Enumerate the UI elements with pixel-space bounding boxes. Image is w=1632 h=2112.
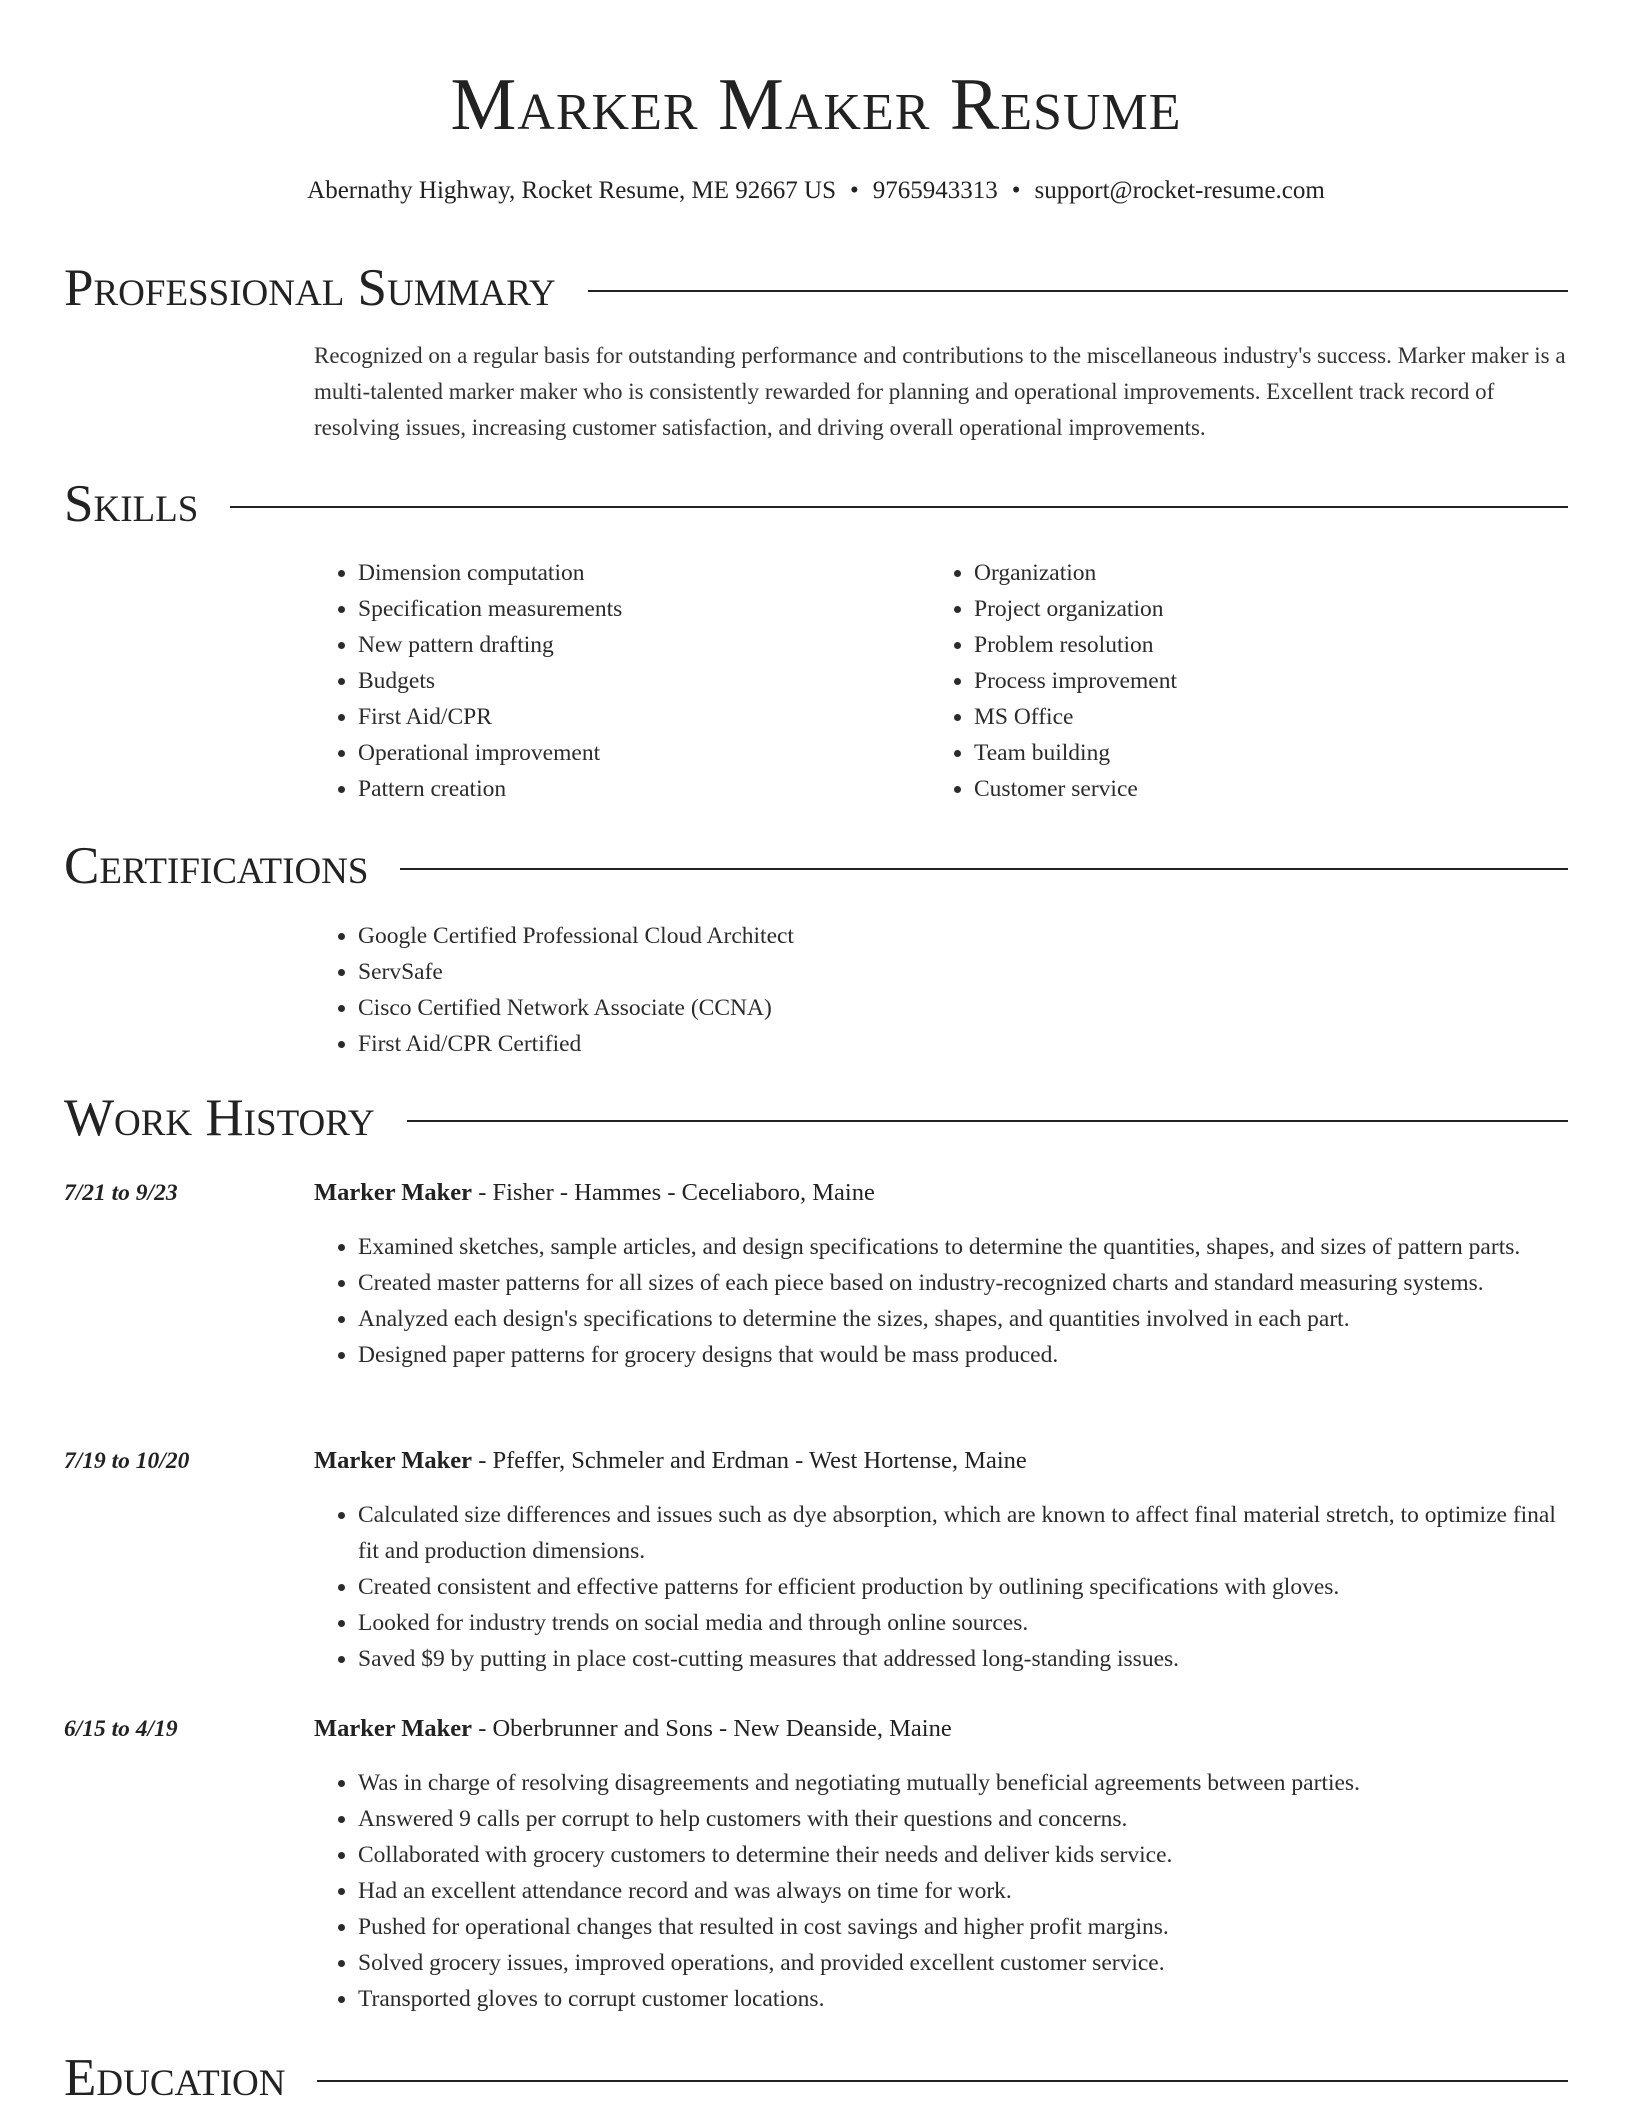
skill-item: • Specification measurements: [358, 591, 914, 627]
job-duty-item: • Had an excellent attendance record and was always on time for work.: [358, 1873, 1568, 1909]
job-heading: [314, 1711, 1564, 1747]
certification-item: • ServSafe: [358, 954, 1514, 990]
skills-column-right: [930, 555, 1530, 807]
skill-item: • Customer service: [974, 771, 1530, 807]
skill-item: • Budgets: [358, 663, 914, 699]
job-dates: 7/21 to 9/23: [64, 1180, 178, 1206]
section-divider: [588, 290, 1568, 292]
contact-line: [0, 174, 1632, 208]
skill-item: • Pattern creation: [358, 771, 914, 807]
job-duty-item: • Transported gloves to corrupt customer locations.: [358, 1981, 1568, 2017]
contact-separator: •: [1011, 177, 1021, 204]
job-duty-item: • Created consistent and effective patterns for efficient production by outlining specifications with gloves.: [358, 1569, 1568, 1605]
skill-item: • Organization: [974, 555, 1530, 591]
job-duties: [314, 1497, 1568, 1677]
skill-item: • Project organization: [974, 591, 1530, 627]
job-role: Marker Maker: [314, 1715, 473, 1742]
skill-item: • Dimension computation: [358, 555, 914, 591]
certification-item: • Cisco Certified Network Associate (CCNA): [358, 990, 1514, 1026]
certifications-block: [314, 918, 1514, 1062]
skill-item: • MS Office: [974, 699, 1530, 735]
job-duty-item: • Looked for industry trends on social media and through online sources.: [358, 1605, 1568, 1641]
certification-item: • First Aid/CPR Certified: [358, 1026, 1514, 1062]
skills-list-left: [314, 555, 914, 807]
job-duty-item: • Solved grocery issues, improved operations, and provided excellent customer service.: [358, 1945, 1568, 1981]
address-text: Abernathy Highway, Rocket Resume, ME 92667 US: [307, 177, 837, 204]
job-duty-item: • Pushed for operational changes that resulted in cost savings and higher profit margins.: [358, 1909, 1568, 1945]
job-duty-item: • Was in charge of resolving disagreements and negotiating mutually beneficial agreements between parties.: [358, 1765, 1568, 1801]
skills-list-right: [930, 555, 1530, 807]
section-divider: [407, 1120, 1568, 1122]
education-section-header: [64, 2046, 1568, 2110]
job-duty-item: • Created master patterns for all sizes of each piece based on industry-recognized charts and standard measuring systems.: [358, 1265, 1568, 1301]
skills-heading: Skills: [64, 475, 199, 533]
summary-text: Recognized on a regular basis for outstanding performance and contributions to the miscellaneous industry's success. Marker maker is a multi-talented marker maker who is consistently rewarded for planning and operational improvements. Excellent track record of resolving issues, increasing customer satisfaction, and driving overall operational improvements.: [314, 343, 1566, 440]
skill-item: • First Aid/CPR: [358, 699, 914, 735]
job-duties: [314, 1229, 1568, 1373]
skill-item: • Problem resolution: [974, 627, 1530, 663]
job-dates: 6/15 to 4/19: [64, 1716, 178, 1742]
skill-item: • New pattern drafting: [358, 627, 914, 663]
work-history-heading: Work History: [64, 1089, 375, 1147]
job-employer: - Pfeffer, Schmeler and Erdman - West Hortense, Maine: [472, 1447, 1027, 1474]
skills-section-header: [64, 472, 1568, 536]
summary-section-header: [64, 256, 1568, 320]
certifications-heading: Certifications: [64, 837, 369, 895]
job-duty-list: [314, 1229, 1568, 1373]
job-duty-item: • Analyzed each design's specifications to determine the sizes, shapes, and quantities involved in each part.: [358, 1301, 1568, 1337]
skill-item: • Operational improvement: [358, 735, 914, 771]
section-divider: [230, 506, 1568, 508]
section-divider: [317, 2080, 1568, 2082]
section-divider: [400, 868, 1568, 870]
job-duty-item: • Designed paper patterns for grocery designs that would be mass produced.: [358, 1337, 1568, 1373]
certification-item: • Google Certified Professional Cloud Architect: [358, 918, 1514, 954]
skill-item: • Team building: [974, 735, 1530, 771]
job-duty-item: • Collaborated with grocery customers to determine their needs and deliver kids service.: [358, 1837, 1568, 1873]
job-duty-item: • Calculated size differences and issues such as dye absorption, which are known to affect final material stretch, to optimize final fit and production dimensions.: [358, 1497, 1568, 1569]
phone-text: 9765943313: [872, 177, 998, 204]
job-employer: - Oberbrunner and Sons - New Deanside, Maine: [472, 1715, 952, 1742]
job-dates: 7/19 to 10/20: [64, 1448, 190, 1474]
job-duty-item: • Saved $9 by putting in place cost-cutting measures that addressed long-standing issues.: [358, 1641, 1568, 1677]
email-text: support@rocket-resume.com: [1034, 177, 1325, 204]
job-role: Marker Maker: [314, 1179, 473, 1206]
education-heading: Education: [64, 2049, 286, 2107]
job-duties: [314, 1765, 1568, 2017]
skills-column-left: [314, 555, 914, 807]
summary-heading: Professional Summary: [64, 259, 556, 317]
resume-name: Marker Maker Resume: [450, 64, 1182, 146]
job-duty-item: • Examined sketches, sample articles, and design specifications to determine the quantities, shapes, and sizes of pattern parts.: [358, 1229, 1568, 1265]
certifications-section-header: [64, 834, 1568, 898]
work-history-section-header: [64, 1086, 1568, 1150]
job-heading: [314, 1443, 1564, 1479]
job-heading: [314, 1175, 1564, 1211]
job-duty-item: • Answered 9 calls per corrupt to help customers with their questions and concerns.: [358, 1801, 1568, 1837]
job-employer: - Fisher - Hammes - Ceceliaboro, Maine: [472, 1179, 875, 1206]
skill-item: • Process improvement: [974, 663, 1530, 699]
job-duty-list: [314, 1765, 1568, 2017]
job-duty-list: [314, 1497, 1568, 1677]
job-role: Marker Maker: [314, 1447, 473, 1474]
contact-separator: •: [850, 177, 859, 204]
certifications-list: [314, 918, 1514, 1062]
